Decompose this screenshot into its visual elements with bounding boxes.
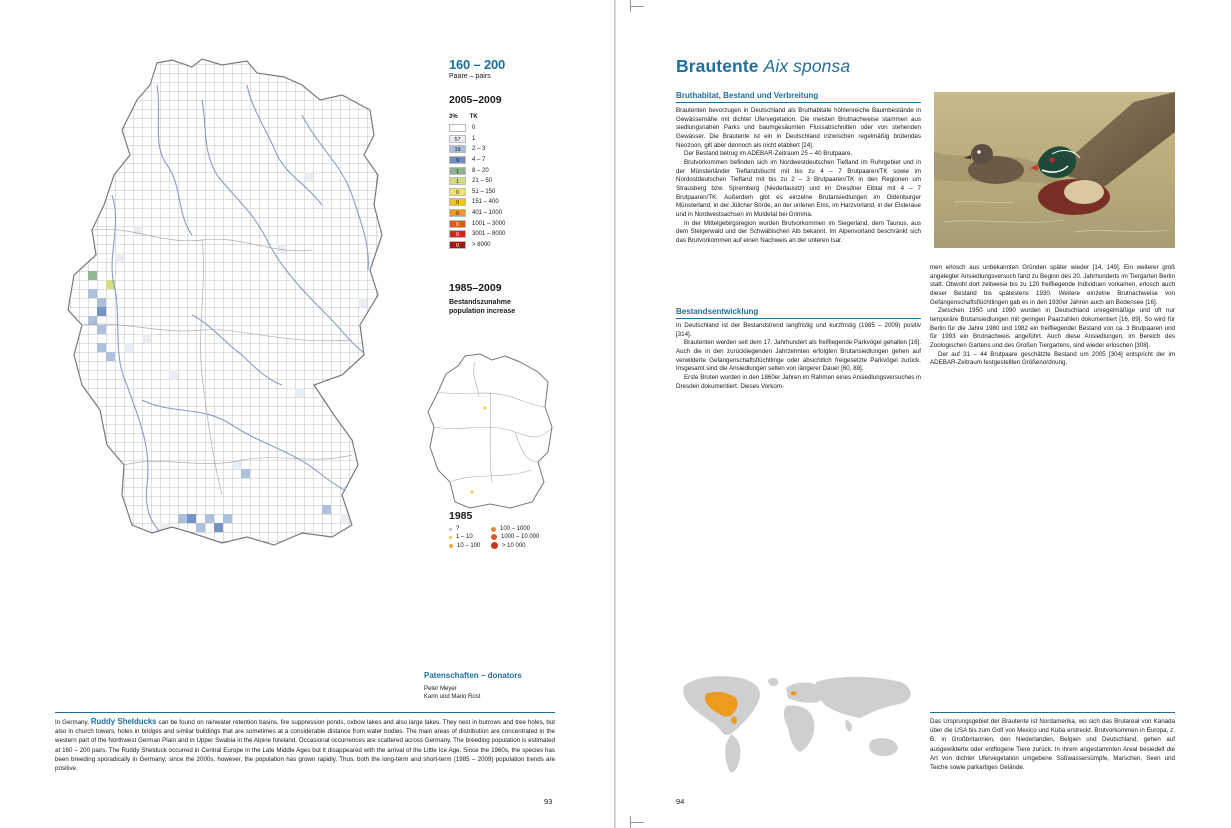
legend-class-count: 0 (449, 220, 466, 228)
paragraph: In Deutschland ist der Bestandstrend langfristig und kurzfristig (1985 – 2009) positiv [314]. (676, 322, 921, 338)
population-unit: Paare – pairs (449, 73, 491, 80)
legend-1985-label: ? (456, 526, 460, 532)
continents (683, 676, 910, 772)
world-distribution-map (676, 668, 921, 778)
legend-class-count: 0 (449, 198, 466, 206)
legend-class-label: 151 – 400 (472, 199, 499, 206)
legend-class-label: 8 – 20 (472, 167, 489, 174)
overview-record-dot (484, 407, 487, 410)
legend-column-headers (449, 114, 599, 120)
legend-1985-item (449, 526, 487, 532)
legend-dot-icon (449, 544, 453, 548)
legend-class-label: 4 – 7 (472, 157, 486, 164)
species-name-de: Brautente (676, 56, 759, 76)
legend-class-row (449, 155, 599, 166)
legend-1985-items (449, 526, 589, 549)
book-gutter (614, 0, 616, 828)
left-page (0, 0, 614, 828)
legend-1985-item (449, 534, 487, 540)
section-heading-habitat: Bruthabitat, Bestand und Verbreitung (676, 91, 819, 100)
legend-class-count: 57 (449, 135, 466, 143)
legend-class-row (449, 187, 599, 198)
legend-1985-label: 1000 – 10 000 (501, 534, 540, 540)
paragraph: men erlosch aus unbekannten Gründen später wieder [14, 149]. Ein weiterer groß angelegter Ansiedlungsversuch fand zu Beginn des 20. Jahrhunderts im Tiergarten Berlin statt. Obwohl dort zeitweise bis zu 120 freifliegende Individuen vorkamen, erlosch auch dieser Bestand bis spätestens 1930. Weitere einzelne Brutnachweise von Gefangenschaftsflüchtlingen gab es in den 1930er Jahren auch am Bodensee [16]. (930, 264, 1175, 306)
overview-record-dot (471, 491, 474, 494)
legend-class-row (449, 144, 599, 155)
legend-dot-icon (491, 527, 496, 532)
history-text (930, 264, 1175, 368)
legend-class-label: 51 – 150 (472, 188, 496, 195)
legend-class-label: 2 – 3 (472, 146, 486, 153)
legend-1985-label: 10 – 100 (457, 542, 481, 549)
summary-text: can be found on rainwater retention basins, fire suppression ponds, oxbow lakes and also large lakes. They nest in burrows and tree holes, but also in church towers, holes in bridges and similar buildings that are sometimes at a considerable distance from water bodies. The main areas of distribution are concentrated in the western part of the Northwest German Plain and in Upper Swabia in the Alpine foreland. Occasional occurrences are scattered across Germany. The breeding population is estimated at 160 – 200 pairs. The Ruddy Shelduck occurred in Central Europe in the Late Middle Ages but it disappeared with the arrival of the Little Ice Age. Since the 1960s, the species has been breeding sporadically in Germany; since the 2000s, however, the population has grown rapidly. Thus, both the long-term and short-term (1985 – 2009) population trends are positive. (55, 719, 556, 773)
distribution-grid-map (52, 55, 387, 560)
legend-class-label: 1001 – 3000 (472, 220, 506, 227)
paragraph: Brutvorkommen befinden sich im Nordwestdeutschen Tiefland im Ruhrgebiet und in der Münsterländer Tieflandsbucht mit bis zu 4 – 7 Brutpaaren/TK sowie im Nordostdeutschen Tiefland mit bis zu 2 – 3 Brutpaaren/TK in den Regionen um Strausberg bzw. Spremberg (Niederlausitz) und im Dresdner Elbtal mit 4 – 7 Brutpaaren/TK. Außerdem gibt es einzelne Brutansiedlungen im Oldenburger Münsterland, in der Jülicher Börde, an der unteren Ems, im Harzvorland, in der Elsteraue und in Nordwestsachsen im Muldetal bei Grimma. (676, 158, 921, 218)
overview-germany-outline (428, 354, 552, 508)
legend-class-count: 1 (449, 177, 466, 185)
map-legend (449, 57, 599, 250)
section-rule (676, 102, 921, 103)
summary-lead: In Germany, (55, 719, 91, 726)
donor-name: Peter Meyer (424, 686, 457, 692)
legend-1985-item (491, 526, 561, 532)
section-rule (676, 318, 921, 319)
english-summary (55, 712, 555, 773)
legend-1985-label: 1 – 10 (456, 534, 473, 540)
crop-mark (630, 816, 631, 828)
legend-class-row (449, 123, 599, 134)
legend-1985-item (491, 534, 561, 540)
legend-class-row (449, 134, 599, 145)
species-title (676, 56, 850, 77)
increase-legend (449, 282, 515, 315)
legend-class-count: 1 (449, 167, 466, 175)
legend-1985-item (491, 542, 561, 549)
legend-dot-icon (491, 534, 497, 540)
overview-map-1985 (420, 352, 560, 512)
legend-dot-icon (491, 542, 498, 549)
species-name-scientific: Aix sponsa (763, 56, 851, 76)
legend-dot-icon (449, 528, 452, 531)
crop-mark (630, 6, 644, 7)
paragraph: Zwischen 1950 und 1990 wurden in Deutschland unregelmäßige und oft nur temporäre Brutansiedlungen mit geringen Paarzahlen dokumentiert [16, 89]. So wird für Berlin für die Jahre 1980 und 1982 ein freifliegender Bestand von ca. 3 Brutpaaren und für 1993 ein Brutnachweis angeführt. Auch diese Ansiedlungen, im Bereich des Zoologischen Gartens und des Großen Tiergartens, sind wieder erloschen [308]. (930, 307, 1175, 349)
legend-class-row (449, 197, 599, 208)
legend-class-label: 1 (472, 135, 476, 142)
page-number-left: 93 (544, 797, 553, 806)
legend-class-count: 0 (449, 241, 466, 249)
legend-col-pct: 3% (449, 114, 458, 120)
legend-class-count: 0 (449, 209, 466, 217)
donor-name: Karin und Mario Rost (424, 694, 481, 700)
crop-mark (630, 822, 644, 823)
legend-class-count: 9 (449, 156, 466, 164)
legend-period: 2005–2009 (449, 94, 502, 106)
paragraph: Der Bestand betrug im ADEBAR-Zeitraum 25 – 40 Brutpaare. (684, 150, 853, 158)
origin-text: Das Ursprungsgebiet der Brautente ist Nordamerika, wo sich das Brutareal von Kanada über die USA bis zum Golf von Mexico und Kuba erstreckt. Brutvorkommen in Europa, z. B. in Großbritannien, den Niederlanden, Belgien und Deutschland, gehen auf ausgewilderte oder entflogene Tiere zurück. In ihrem angestammten Areal besiedelt die Art von dichter Ufervegetation umgebene Süßwassersümpfe, Marschen, Seen und Teiche sowie parkartiges Gelände. (930, 712, 1175, 772)
legend-1985-label: > 10 000 (502, 542, 526, 549)
legend-class-label: 21 – 50 (472, 178, 493, 185)
increase-period: 1985–2009 (449, 282, 502, 294)
legend-1985 (449, 510, 589, 549)
legend-dot-icon (449, 536, 452, 539)
crop-mark (630, 0, 631, 12)
legend-class-row (449, 218, 599, 229)
legend-class-list (449, 123, 599, 250)
increase-label-en: population increase (449, 308, 516, 315)
donors-block (424, 671, 574, 701)
paragraph: Erste Bruten wurden in den 1860er Jahren im Rahmen eines Ansiedlungsversuches in Dresden dokumentiert. Dieses Vorkom- (676, 373, 921, 390)
legend-class-label: 401 – 1000 (472, 210, 503, 217)
increase-label-de: Bestandszunahme (449, 299, 511, 306)
legend-col-tk: TK (469, 114, 478, 120)
wood-duck-illustration (934, 92, 1175, 248)
page-number-right: 94 (676, 797, 685, 806)
legend-1985-item (449, 542, 487, 549)
legend-class-label: 3001 – 8000 (472, 231, 506, 238)
legend-class-row (449, 176, 599, 187)
paragraph: Der auf 31 – 44 Brutpaare geschätzte Bestand um 2005 [304] entspricht der im ADEBAR-Zeitraum festgestellten Größenordnung. (930, 350, 1175, 367)
legend-class-count (449, 124, 466, 132)
legend-class-row (449, 240, 599, 251)
paragraph: In der Mittelgebirgsregion wurden Brutvorkommen im Siegerland, dem Taunus, aus dem Steigerwald und der Schwäbischen Alb bekannt. Im Alpenvorland beschränkt sich das Brutvorkommen auf einen Nachweis an der unteren Isar. (676, 219, 921, 244)
section-heading-trend: Bestandsentwicklung (676, 307, 759, 316)
legend-class-row (449, 208, 599, 219)
habitat-text (676, 107, 921, 246)
trend-text (676, 322, 921, 391)
legend-1985-period: 1985 (449, 510, 473, 522)
legend-class-row (449, 229, 599, 240)
legend-class-label: > 8000 (472, 241, 491, 248)
donors-heading: Patenschaften – donators (424, 671, 522, 680)
paragraph: Brautenten werden seit dem 17. Jahrhundert als freifliegende Parkvögel gehalten [16]. Auch die in den zurückliegenden Jahrzehnten erfolgten Brutansiedlungen gehen auf verwilderte Gefangenschaftsflüchtlinge oder absichtlich freigesetzte Parkvögel zurück. Insgesamt sind die Ansiedlungen selten von längerer Dauer [60, 88]. (676, 339, 921, 373)
species-name-highlight: Ruddy Shelducks (90, 717, 157, 726)
population-range: 160 – 200 (449, 57, 506, 72)
legend-class-count: 0 (449, 188, 466, 196)
legend-1985-label: 100 – 1000 (500, 526, 531, 532)
paragraph: Brautenten bevorzugen in Deutschland als Bruthabitate höhlenreiche Baumbestände in Gewässernähe mit dichter Ufervegetation. Die meisten Brutnachweise stammen aus siedlungsnahen Parks und baumgesäumten Flussabschnitten oder von stehenden Gewässer. Die Brautente ist ein in Deutschland inzwischen regelmäßig brütendes Neozoon, gilt aber dennoch als nicht etabliert [24]. (676, 107, 921, 149)
legend-class-row (449, 165, 599, 176)
legend-class-count: 0 (449, 230, 466, 238)
legend-class-label: 0 (472, 125, 476, 132)
legend-class-count: 19 (449, 145, 466, 153)
